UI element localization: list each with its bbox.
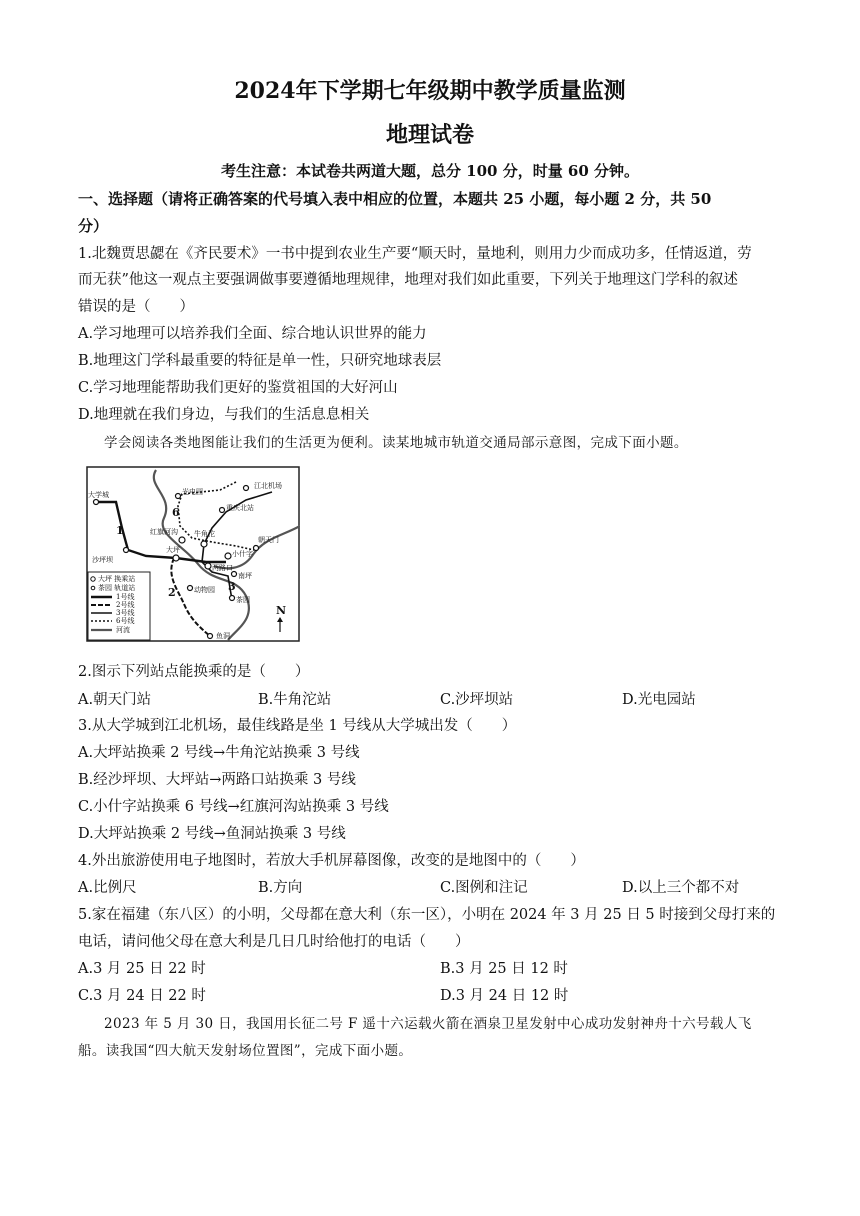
station-label: 沙坪坝 <box>92 556 113 564</box>
station-label: 茶园 <box>236 596 250 604</box>
q3-option-d: D.大坪站换乘 2 号线→鱼洞站换乘 3 号线 <box>78 826 346 842</box>
station-label: 鱼洞 <box>216 632 230 640</box>
station-label: 大坪 <box>166 546 180 554</box>
map-legend <box>88 572 150 640</box>
q2-stem: 2.图示下列站点能换乘的是（ ） <box>78 664 310 680</box>
material-2-line1: 2023 年 5 月 30 日，我国用长征二号 F 遥十六运载火箭在酒泉卫星发射中心成功发射神舟十六号载人飞 <box>104 1016 752 1032</box>
q2-option-b: B.牛角沱站 <box>258 692 332 708</box>
station-label: 牛角沱 <box>194 530 215 538</box>
section-heading: 一、选择题（请将正确答案的代号填入表中相应的位置，本题共 25 小题，每小题 2 分，共 50 <box>78 190 712 208</box>
legend-transfer: 大坪 换乘站 <box>98 575 136 583</box>
q1-stem-line1: 1.北魏贾思勰在《齐民要术》一书中提到农业生产要“顺天时，量地利，则用力少而成功多，任情返道，劳 <box>78 246 752 262</box>
station-label: 大学城 <box>88 491 109 499</box>
exam-subject: 地理试卷 <box>385 122 474 148</box>
line-number-6: 6 <box>172 506 180 519</box>
q4-option-a: A.比例尺 <box>78 880 137 896</box>
q3-option-a: A.大坪站换乘 2 号线→牛角沱站换乘 3 号线 <box>78 745 360 761</box>
legend-line6: 6号线 <box>116 617 135 625</box>
q1-option-d: D.地理就在我们身边，与我们的生活息息相关 <box>78 407 370 423</box>
q5-option-d: D.3 月 24 日 12 时 <box>440 988 569 1004</box>
section-heading-cont: 分） <box>78 217 109 235</box>
q2-option-d: D.光电园站 <box>622 692 696 708</box>
q4-option-c: C.图例和注记 <box>440 880 528 896</box>
q1-option-b: B.地理这门学科最重要的特征是单一性，只研究地球表层 <box>78 353 442 369</box>
legend-river: 河流 <box>116 626 130 634</box>
station-label: 两路口 <box>212 564 233 572</box>
station-label: 重庆北站 <box>226 504 254 512</box>
q5-option-b: B.3 月 25 日 12 时 <box>440 961 568 977</box>
metro-map <box>86 466 300 642</box>
line-number-1: 1 <box>116 524 124 537</box>
q2-option-a: A.朝天门站 <box>78 692 152 708</box>
q4-option-b: B.方向 <box>258 880 303 896</box>
q1-stem-line3: 错误的是（ ） <box>78 299 194 315</box>
station-label: 南坪 <box>238 572 252 580</box>
q5-option-a: A.3 月 25 日 22 时 <box>78 961 206 977</box>
svg-text:N: N <box>276 604 287 617</box>
station-label: 红旗河沟 <box>150 528 178 536</box>
q1-stem-line2: 而无获”他这一观点主要强调做事要遵循地理规律，地理对我们如此重要，下列关于地理这门学科的叙述 <box>78 272 738 288</box>
legend-line1: 1号线 <box>116 593 135 601</box>
station-label: 动物园 <box>194 586 215 594</box>
q5-stem-line2: 电话，请问他父母在意大利是几日几时给他打的电话（ ） <box>78 934 470 950</box>
station-label: 光电园 <box>182 488 203 496</box>
q3-option-b: B.经沙坪坝、大坪站→两路口站换乘 3 号线 <box>78 772 356 788</box>
q4-option-d: D.以上三个都不对 <box>622 880 740 896</box>
legend-station: 茶园 轨道站 <box>98 584 136 592</box>
material-2-line2: 船。读我国“四大航天发射场位置图”，完成下面小题。 <box>78 1043 413 1059</box>
station-label: 朝天门 <box>258 536 279 544</box>
exam-notice: 考生注意：本试卷共两道大题，总分 100 分，时量 60 分钟。 <box>220 162 640 180</box>
line-number-2: 2 <box>168 586 176 599</box>
q5-option-c: C.3 月 24 日 22 时 <box>78 988 206 1004</box>
q5-stem-line1: 5.家在福建（东八区）的小明，父母都在意大利（东一区），小明在 2024 年 3 月 25 日 5 时接到父母打来的 <box>78 907 776 923</box>
q3-option-c: C.小什字站换乘 6 号线→红旗河沟站换乘 3 号线 <box>78 799 389 815</box>
line-number-3: 3 <box>228 580 236 593</box>
q4-stem: 4.外出旅游使用电子地图时，若放大手机屏幕图像，改变的是地图中的（ ） <box>78 853 585 869</box>
exam-title: 2024年下学期七年级期中教学质量监测 <box>234 78 626 104</box>
material-1: 学会阅读各类地图能让我们的生活更为便利。读某地城市轨道交通局部示意图，完成下面小题。 <box>104 435 688 451</box>
legend-line2: 2号线 <box>116 601 135 609</box>
q1-option-c: C.学习地理能帮助我们更好的鉴赏祖国的大好河山 <box>78 380 398 396</box>
legend-line3: 3号线 <box>116 609 135 617</box>
station-label: 江北机场 <box>254 482 282 490</box>
q3-stem: 3.从大学城到江北机场，最佳线路是坐 1 号线从大学城出发（ ） <box>78 718 517 734</box>
station-label: 小什字 <box>232 550 253 558</box>
q1-option-a: A.学习地理可以培养我们全面、综合地认识世界的能力 <box>78 326 427 342</box>
q2-option-c: C.沙坪坝站 <box>440 692 514 708</box>
